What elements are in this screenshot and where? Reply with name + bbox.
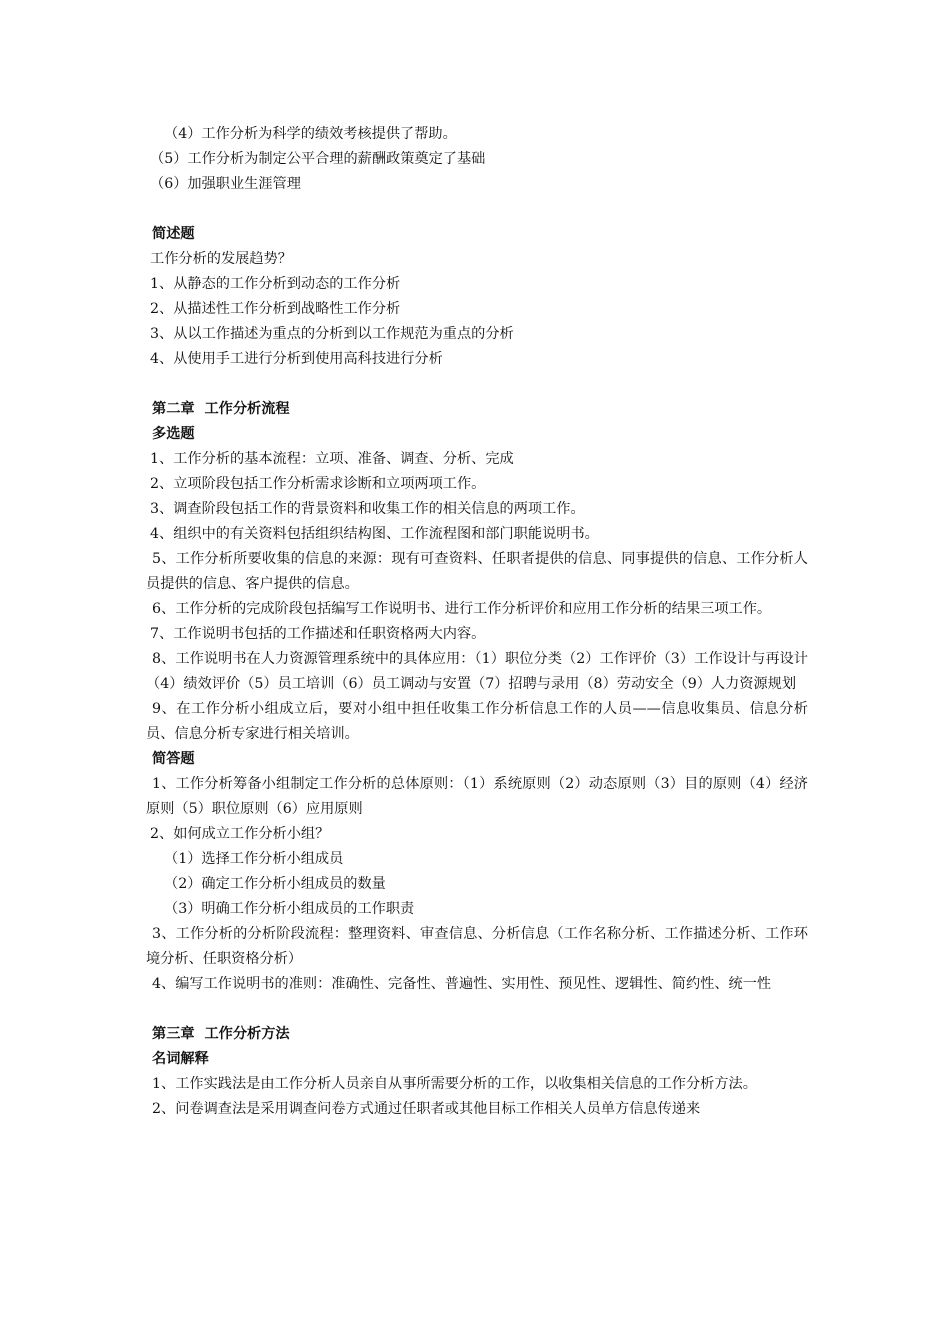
spacer: [146, 372, 808, 397]
list-item: （4）工作分析为科学的绩效考核提供了帮助。: [164, 126, 457, 142]
spacer: [146, 197, 808, 222]
list-item: 2、如何成立工作分析小组？: [150, 826, 330, 842]
list-item: 6、工作分析的完成阶段包括编写工作说明书、进行工作分析评价和应用工作分析的结果三项工作。: [152, 601, 772, 617]
question-text: 工作分析的发展趋势？: [150, 251, 292, 267]
spacer: [146, 997, 808, 1022]
list-item: 7、工作说明书包括的工作描述和任职资格两大内容。: [150, 626, 486, 642]
list-item: 4、从使用手工进行分析到使用高科技进行分析: [150, 351, 443, 367]
section-heading: 名词解释: [152, 1051, 209, 1067]
list-item: 1、工作分析筹备小组制定工作分析的总体原则：（1）系统原则（2）动态原则（3）目的原则（4）经济原则（5）职位原则（6）应用原则: [146, 776, 808, 817]
list-item: 1、工作实践法是由工作分析人员亲自从事所需要分析的工作，以收集相关信息的工作分析方法。: [152, 1076, 757, 1092]
list-item: 2、立项阶段包括工作分析需求诊断和立项两项工作。: [150, 476, 486, 492]
list-item: 3、工作分析的分析阶段流程：整理资料、审查信息、分析信息（工作名称分析、工作描述分析、工作环境分析、任职资格分析）: [146, 926, 808, 967]
list-item: 9、在工作分析小组成立后，要对小组中担任收集工作分析信息工作的人员——信息收集员、信息分析员、信息分析专家进行相关培训。: [146, 701, 808, 742]
list-item: 1、从静态的工作分析到动态的工作分析: [150, 276, 401, 292]
list-item: 5、工作分析所要收集的信息的来源：现有可查资料、任职者提供的信息、同事提供的信息、工作分析人员提供的信息、客户提供的信息。: [146, 551, 808, 592]
chapter-title: 第二章 工作分析流程: [152, 401, 290, 417]
list-item: （6）加强职业生涯管理: [150, 176, 301, 192]
chapter-title: 第三章 工作分析方法: [152, 1026, 290, 1042]
list-item: 2、问卷调查法是采用调查问卷方式通过任职者或其他目标工作相关人员单方信息传递来: [152, 1101, 701, 1117]
list-item: 3、从以工作描述为重点的分析到以工作规范为重点的分析: [150, 326, 514, 342]
list-item: 1、工作分析的基本流程：立项、准备、调查、分析、完成: [150, 451, 514, 467]
sub-list-item: （3）明确工作分析小组成员的工作职责: [164, 901, 415, 917]
section-heading: 简述题: [152, 226, 195, 242]
list-item: 2、从描述性工作分析到战略性工作分析: [150, 301, 401, 317]
section-heading: 简答题: [152, 751, 195, 767]
list-item: 8、工作说明书在人力资源管理系统中的具体应用：（1）职位分类（2）工作评价（3）工作设计与再设计（4）绩效评价（5）员工培训（6）员工调动与安置（7）招聘与录用（8）劳动安全（9）人力资源规划: [146, 651, 808, 692]
list-item: 3、调查阶段包括工作的背景资料和收集工作的相关信息的两项工作。: [150, 501, 585, 517]
list-item: 4、组织中的有关资料包括组织结构图、工作流程图和部门职能说明书。: [150, 526, 599, 542]
sub-list-item: （2）确定工作分析小组成员的数量: [164, 876, 386, 892]
section-heading: 多选题: [152, 426, 195, 442]
document-page: [146, 122, 808, 1122]
list-item: （5）工作分析为制定公平合理的薪酬政策奠定了基础: [150, 151, 486, 167]
list-item: 4、编写工作说明书的准则：准确性、完备性、普遍性、实用性、预见性、逻辑性、简约性、统一性: [152, 976, 772, 992]
sub-list-item: （1）选择工作分析小组成员: [164, 851, 344, 867]
